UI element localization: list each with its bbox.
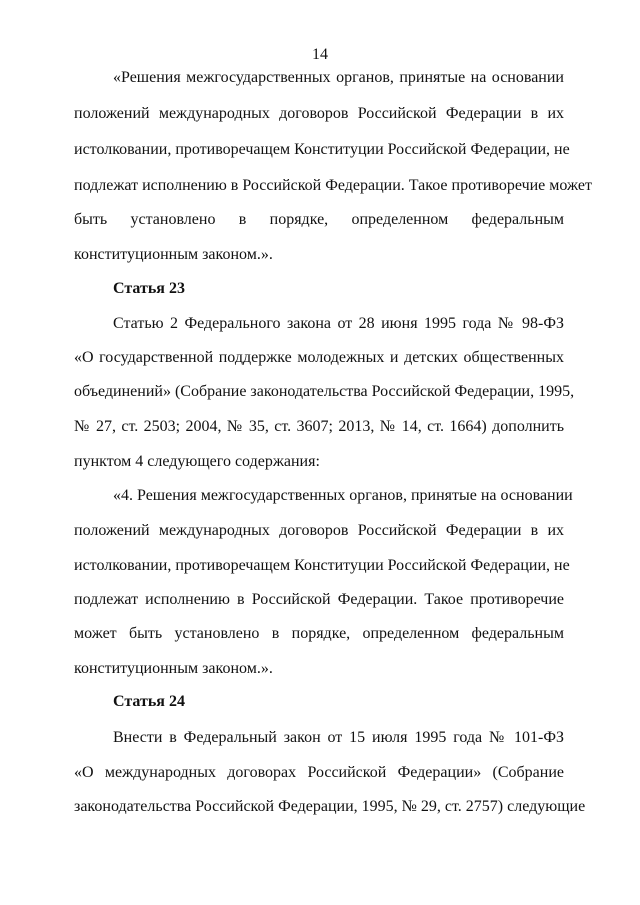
paragraph-line: Внести в Федеральный закон от 15 июля 1995 года № 101-ФЗ [113,729,564,746]
paragraph-line: «О государственной поддержке молодежных и детских общественных [74,349,564,366]
paragraph-line: истолковании, противоречащем Конституции Российской Федерации, не [74,141,570,158]
paragraph-line: может быть установлено в порядке, определенном федеральным [74,625,564,642]
article-heading: Статья 23 [113,280,185,297]
paragraph-line: конституционным законом.». [74,660,273,677]
paragraph-line: «4. Решения межгосударственных органов, принятые на основании [113,487,573,504]
page-number: 14 [312,46,328,63]
paragraph-line: № 27, ст. 2503; 2004, № 35, ст. 3607; 2013, № 14, ст. 1664) дополнить [74,418,564,435]
paragraph-line: положений международных договоров Российской Федерации в их [74,522,564,539]
paragraph-line: «Решения межгосударственных органов, принятые на основании [113,69,564,86]
paragraph-line: «О международных договорах Российской Федерации» (Собрание [74,764,564,781]
paragraph-line: положений международных договоров Российской Федерации в их [74,105,564,122]
paragraph-line: подлежат исполнению в Российской Федерации. Такое противоречие [74,591,564,608]
paragraph-line: пунктом 4 следующего содержания: [74,453,320,470]
paragraph-line: Статью 2 Федерального закона от 28 июня 1995 года № 98-ФЗ [113,315,564,332]
paragraph-line: конституционным законом.». [74,246,273,263]
paragraph-line: подлежат исполнению в Российской Федерации. Такое противоречие может [74,177,592,194]
article-heading: Статья 24 [113,693,185,710]
paragraph-line: объединений» (Собрание законодательства Российской Федерации, 1995, [74,383,575,400]
paragraph-line: истолковании, противоречащем Конституции Российской Федерации, не [74,557,570,574]
paragraph-line: быть установлено в порядке, определенном федеральным [74,211,564,228]
paragraph-line: законодательства Российской Федерации, 1995, № 29, ст. 2757) следующие [74,798,586,815]
